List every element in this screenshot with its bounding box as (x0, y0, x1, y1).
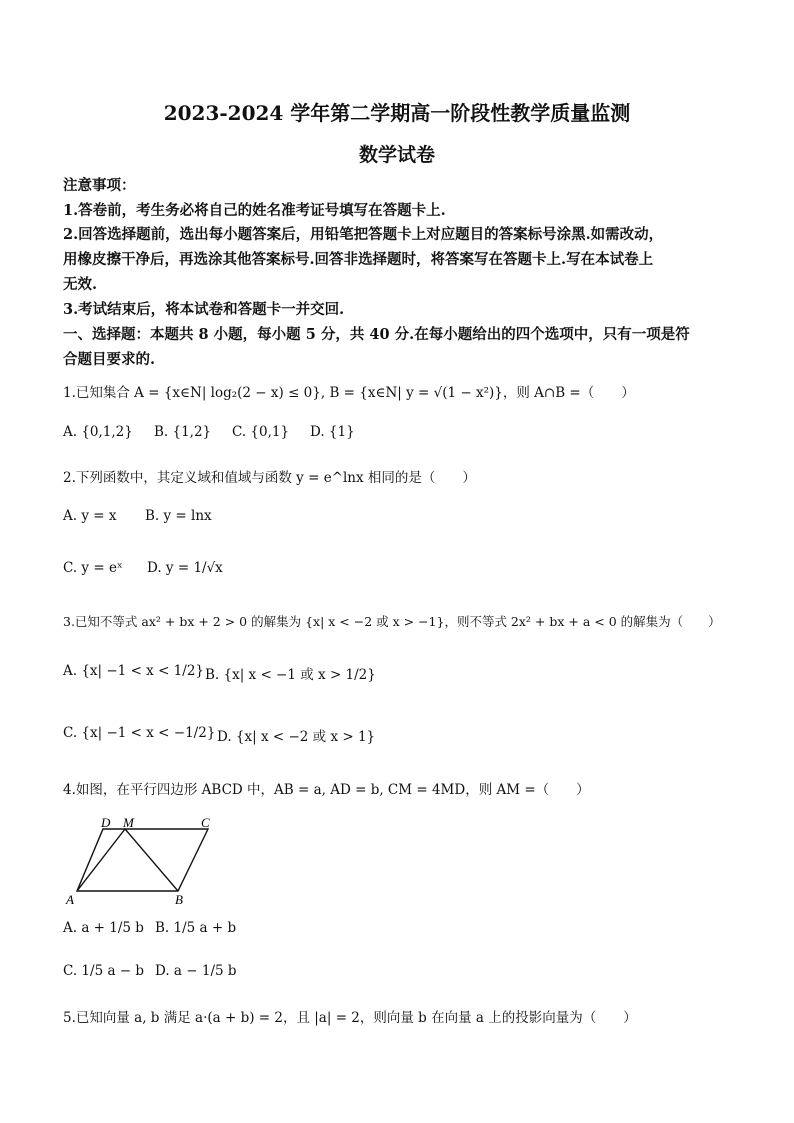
exam-subtitle: 数学试卷 (358, 144, 435, 166)
q1-option-c: C. {0,1} (232, 424, 290, 440)
question-4-stem: 4.如图，在平行四边形 ABCD 中，AB = a, AD = b, CM = 4MD，则 AM =（ ） (63, 782, 590, 798)
q4-option-d: D. a − 1/5 b (155, 963, 237, 979)
segment-mb (125, 829, 178, 891)
question-1-stem: 1.已知集合 A = {x∈N| log₂(2 − x) ≤ 0}, B = {x∈N| y = √(1 − x²)}，则 A∩B =（ ） (63, 385, 635, 401)
label-c: C (201, 815, 210, 830)
q4-option-b: B. 1/5 a + b (155, 920, 237, 936)
notes-heading: 注意事项： (63, 177, 136, 194)
label-m: M (123, 815, 134, 830)
label-b: B (175, 892, 183, 907)
notes-item: 1.答卷前，考生务必将自己的姓名准考证号填写在答题卡上. (63, 202, 446, 219)
q1-option-b: B. {1,2} (154, 424, 212, 440)
notes-item: 3.考试结束后，将本试卷和答题卡一并交回. (63, 301, 345, 318)
q2-option-c: C. y = eˣ (63, 560, 123, 576)
q2-option-a: A. y = x (63, 508, 117, 524)
q3-option-a: A. {x| −1 < x < 1/2} (63, 663, 204, 679)
question-2-stem: 2.下列函数中，其定义域和值域与函数 y = e^lnx 相同的是（ ） (63, 470, 476, 486)
question-3-stem: 3.已知不等式 ax² + bx + 2 > 0 的解集为 {x| x < −2 或 x > −1}，则不等式 2x² + bx + a < 0 的解集为（ ） (63, 614, 721, 629)
question-5-stem: 5.已知向量 a, b 满足 a·(a + b) = 2，且 |a| = 2，则向量 b 在向量 a 上的投影向量为（ ） (63, 1010, 637, 1026)
notes-item: 无效. (63, 276, 98, 293)
section-heading-cont: 合题目要求的. (63, 351, 156, 368)
q1-option-d: D. {1} (310, 424, 355, 440)
segment-am (77, 829, 125, 891)
q4-option-c: C. 1/5 a − b (63, 963, 145, 979)
q2-option-b: B. y = lnx (145, 508, 212, 524)
q3-option-d: D. {x| x < −2 或 x > 1} (217, 729, 376, 745)
q3-option-b: B. {x| x < −1 或 x > 1/2} (205, 667, 376, 683)
parallelogram-figure (63, 815, 223, 910)
q4-option-a: A. a + 1/5 b (63, 920, 144, 936)
section-heading: 一、选择题：本题共 8 小题，每小题 5 分，共 40 分.在每小题给出的四个选项中，只有一项是符 (63, 326, 690, 343)
label-a: A (66, 892, 74, 907)
notes-item: 用橡皮擦干净后，再选涂其他答案标号.回答非选择题时，将答案写在答题卡上.写在本试卷上 (63, 251, 654, 268)
q3-option-c: C. {x| −1 < x < −1/2} (63, 725, 216, 741)
q2-option-d: D. y = 1/√x (147, 560, 223, 576)
label-d: D (101, 815, 111, 830)
parallelogram-abcd (77, 829, 208, 891)
q1-option-a: A. {0,1,2} (63, 424, 133, 440)
exam-title: 2023-2024 学年第二学期高一阶段性教学质量监测 (163, 101, 631, 125)
notes-item: 2.回答选择题前，选出每小题答案后，用铅笔把答题卡上对应题目的答案标号涂黑.如需改动， (63, 226, 664, 243)
